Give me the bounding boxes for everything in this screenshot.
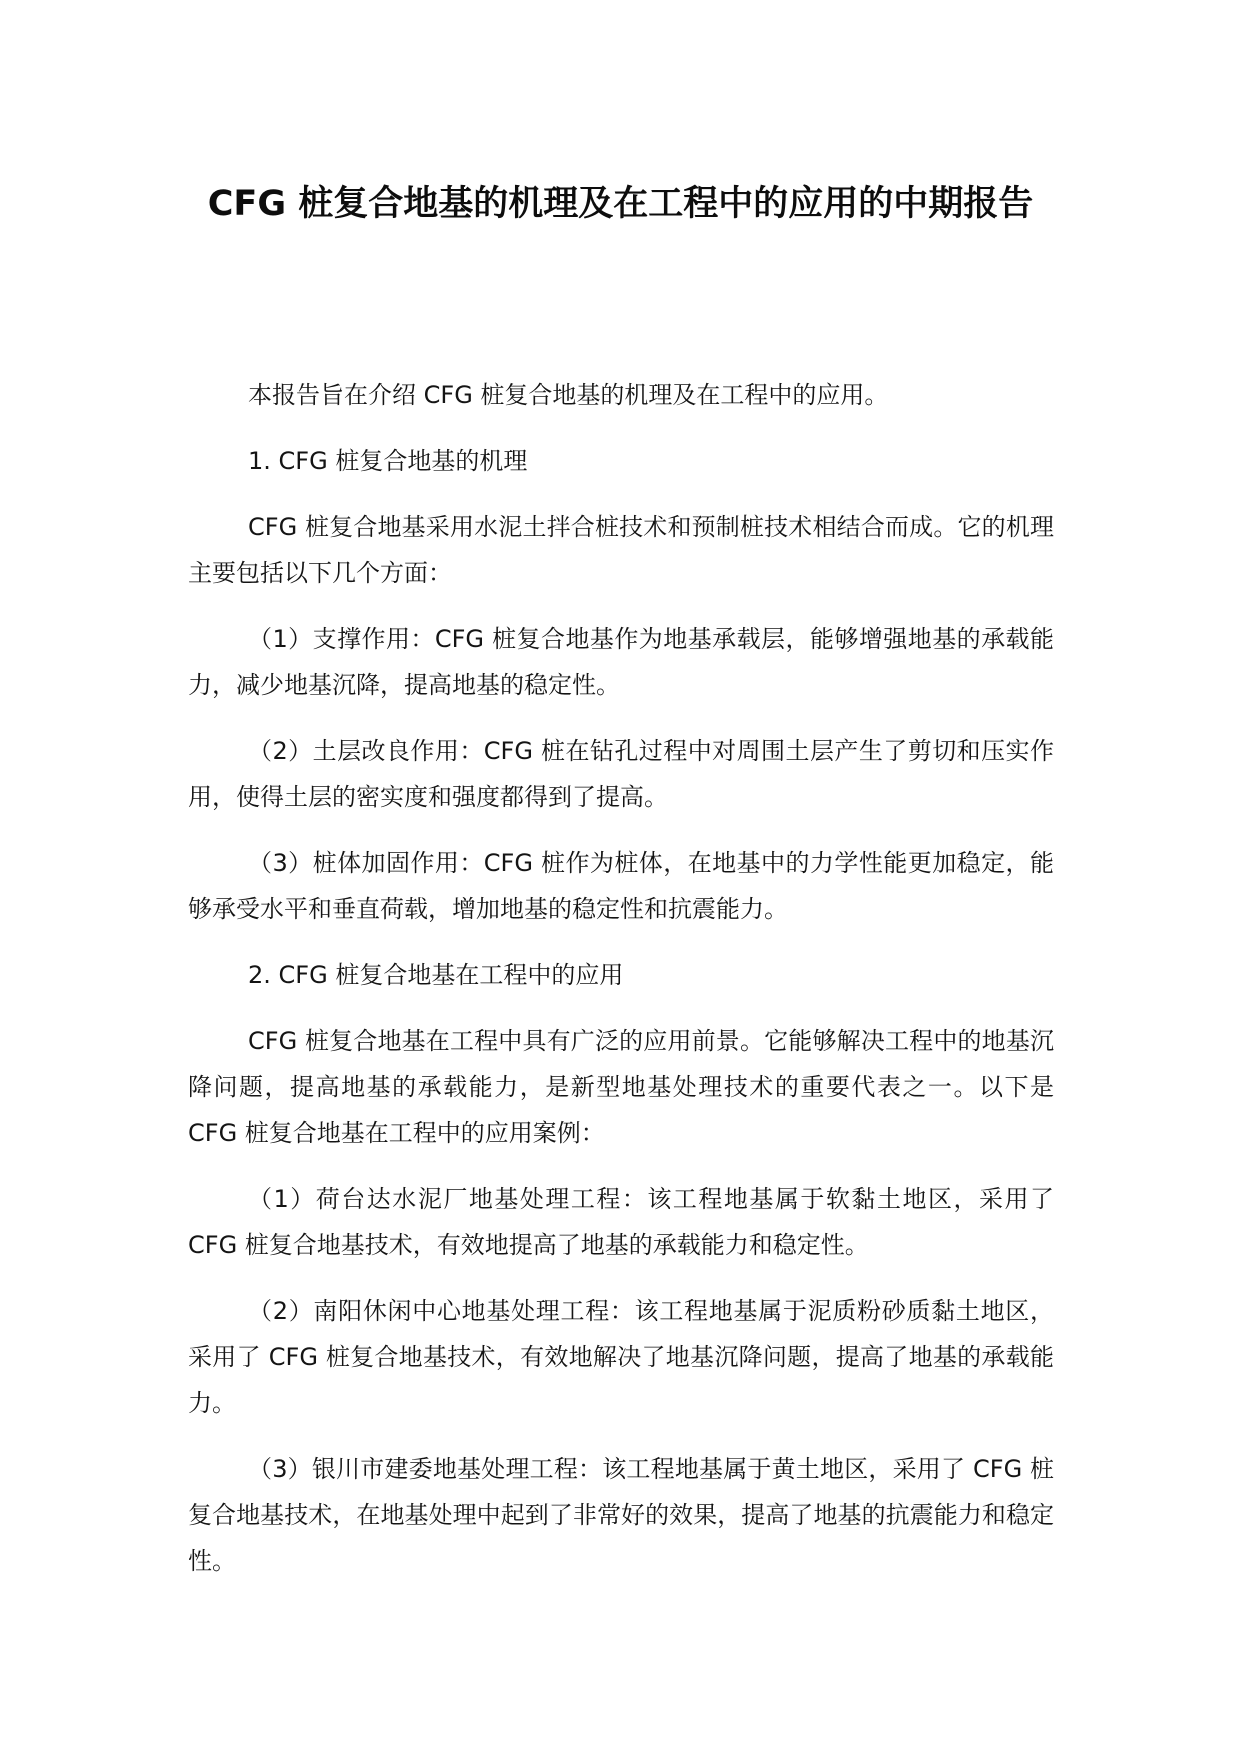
document-body	[188, 372, 1054, 1604]
list-item: （3）银川市建委地基处理工程：该工程地基属于黄土地区，采用了 CFG 桩复合地基技术，在地基处理中起到了非常好的效果，提高了地基的抗震能力和稳定性。	[188, 1455, 1054, 1575]
paragraph: CFG 桩复合地基在工程中具有广泛的应用前景。它能够解决工程中的地基沉降问题，提高地基的承载能力，是新型地基处理技术的重要代表之一。以下是 CFG 桩复合地基在工程中的应用案例：	[188, 1027, 1054, 1147]
list-item: （1）支撑作用：CFG 桩复合地基作为地基承载层，能够增强地基的承载能力，减少地基沉降，提高地基的稳定性。	[188, 625, 1054, 699]
list-item: （3）桩体加固作用：CFG 桩作为桩体，在地基中的力学性能更加稳定，能够承受水平和垂直荷载，增加地基的稳定性和抗震能力。	[188, 849, 1054, 923]
document-title: CFG 桩复合地基的机理及在工程中的应用的中期报告	[207, 184, 1034, 224]
list-item: （2）土层改良作用：CFG 桩在钻孔过程中对周围土层产生了剪切和压实作用，使得土层的密实度和强度都得到了提高。	[188, 737, 1054, 811]
section-heading-mechanism: 1. CFG 桩复合地基的机理	[248, 447, 528, 475]
list-item: （1）荷台达水泥厂地基处理工程：该工程地基属于软黏土地区，采用了 CFG 桩复合地基技术，有效地提高了地基的承载能力和稳定性。	[188, 1185, 1054, 1259]
list-item: （2）南阳休闲中心地基处理工程：该工程地基属于泥质粉砂质黏土地区，采用了 CFG 桩复合地基技术，有效地解决了地基沉降问题，提高了地基的承载能力。	[188, 1297, 1054, 1417]
intro-paragraph: 本报告旨在介绍 CFG 桩复合地基的机理及在工程中的应用。	[248, 381, 889, 409]
section-heading-application: 2. CFG 桩复合地基在工程中的应用	[248, 961, 624, 989]
paragraph: CFG 桩复合地基采用水泥土拌合桩技术和预制桩技术相结合而成。它的机理主要包括以下几个方面：	[188, 513, 1054, 587]
